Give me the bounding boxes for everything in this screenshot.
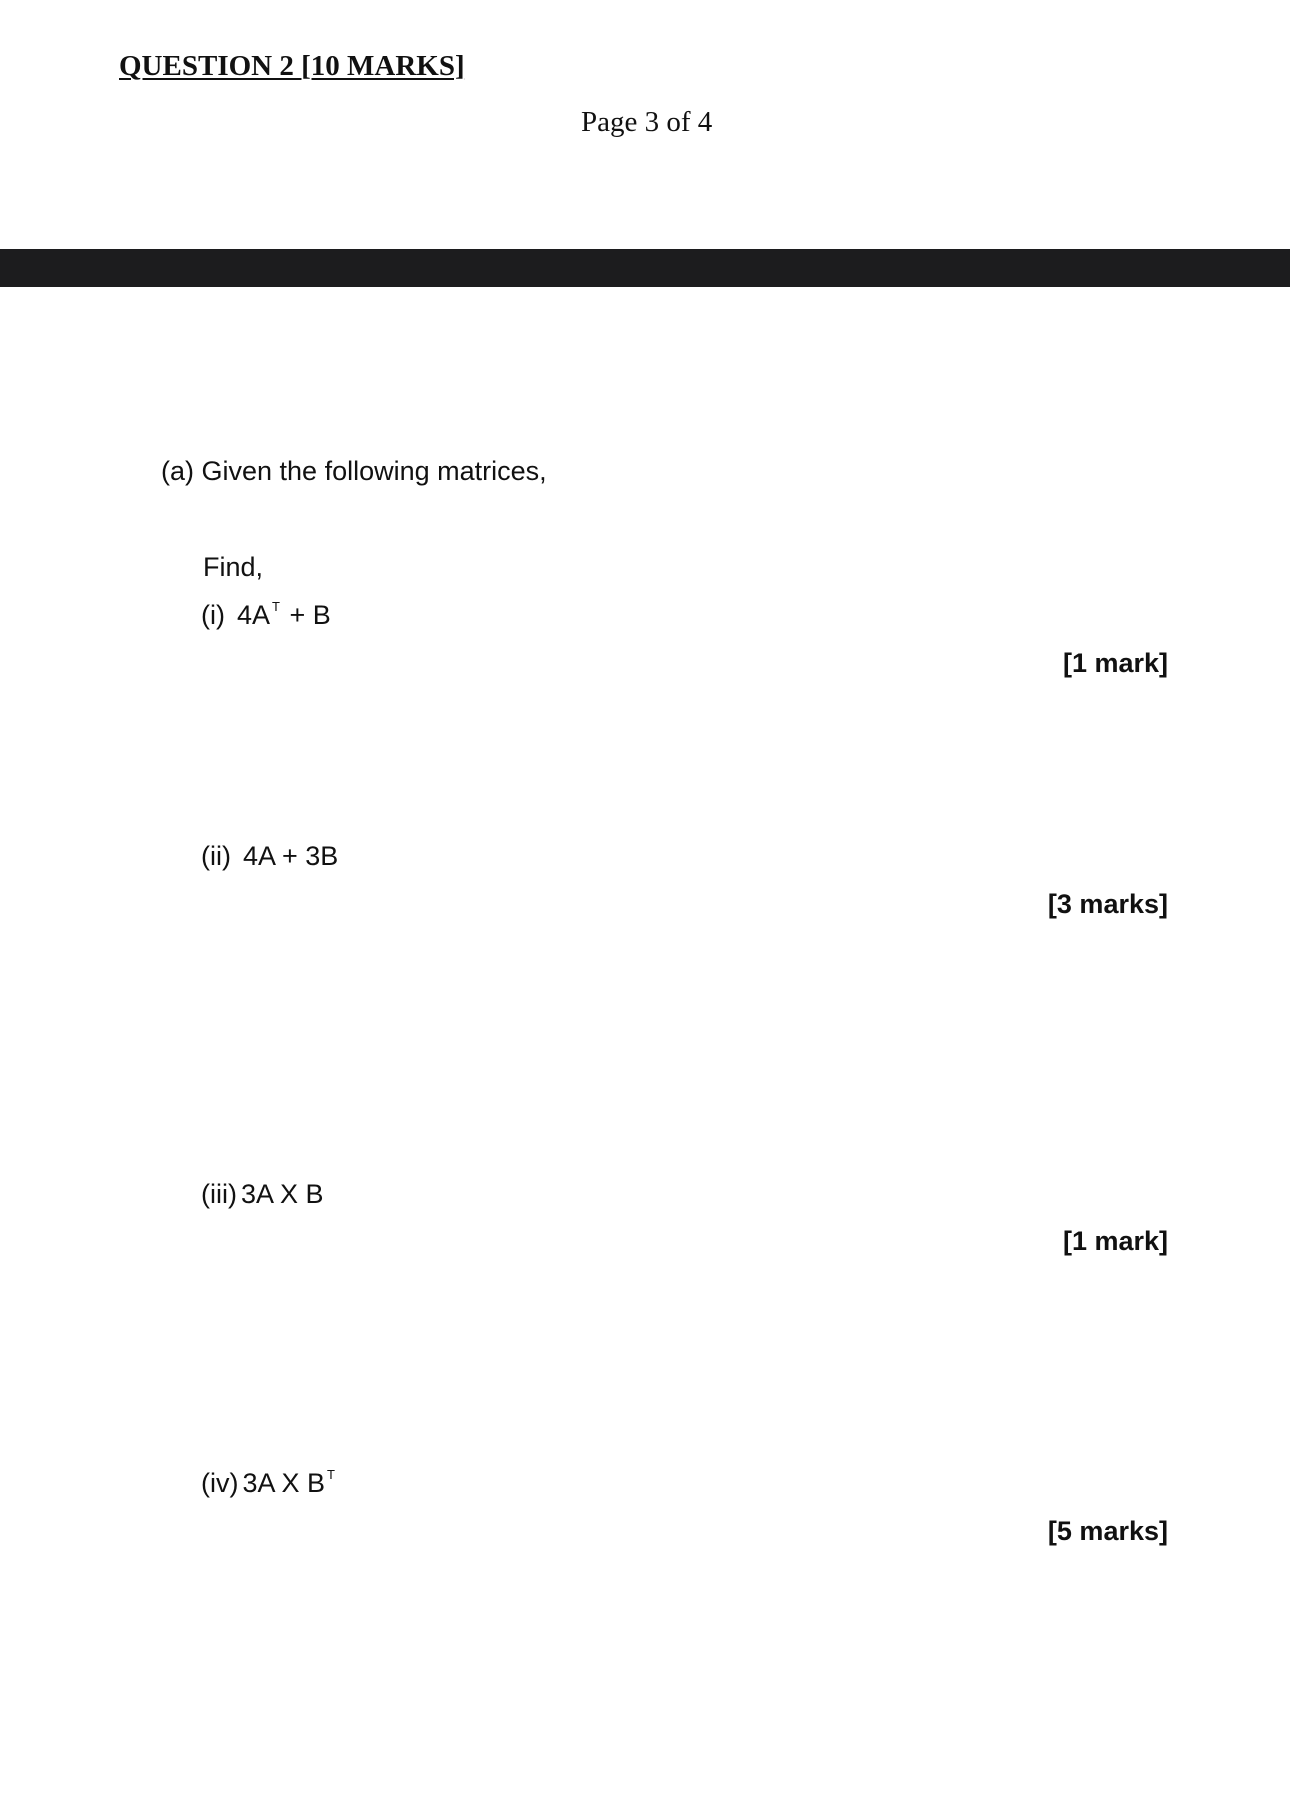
expression-main: 4A + 3B	[242, 841, 339, 871]
part-i-expression	[201, 599, 331, 630]
part-label: (iv)	[201, 1468, 239, 1498]
find-label: Find,	[203, 552, 264, 582]
part-iii-expression	[201, 1181, 324, 1208]
transpose-superscript: T	[272, 599, 280, 614]
part-iv-expression	[201, 1467, 337, 1498]
marks-label: [5 marks]	[1047, 1516, 1168, 1546]
question-intro: (a) Given the following matrices,	[161, 456, 547, 486]
part-ii-expression	[201, 843, 338, 870]
marks-label: [1 mark]	[1062, 648, 1168, 678]
part-label: (ii)	[201, 841, 231, 871]
part-label: (i)	[201, 600, 225, 630]
page-number: Page 3 of 4	[581, 106, 713, 138]
expression-main: 4A	[236, 600, 271, 630]
marks-label: [1 mark]	[1062, 1226, 1168, 1256]
question-heading: QUESTION 2 [10 MARKS]	[119, 50, 465, 82]
marks-label: [3 marks]	[1047, 889, 1168, 919]
dark-band-divider	[0, 249, 1290, 287]
transpose-superscript: T	[327, 1467, 335, 1482]
expression-main: 3A X B	[240, 1179, 324, 1209]
part-label: (iii)	[201, 1179, 237, 1209]
expression-main: 3A X B	[242, 1468, 326, 1498]
expression-tail: + B	[281, 600, 331, 630]
